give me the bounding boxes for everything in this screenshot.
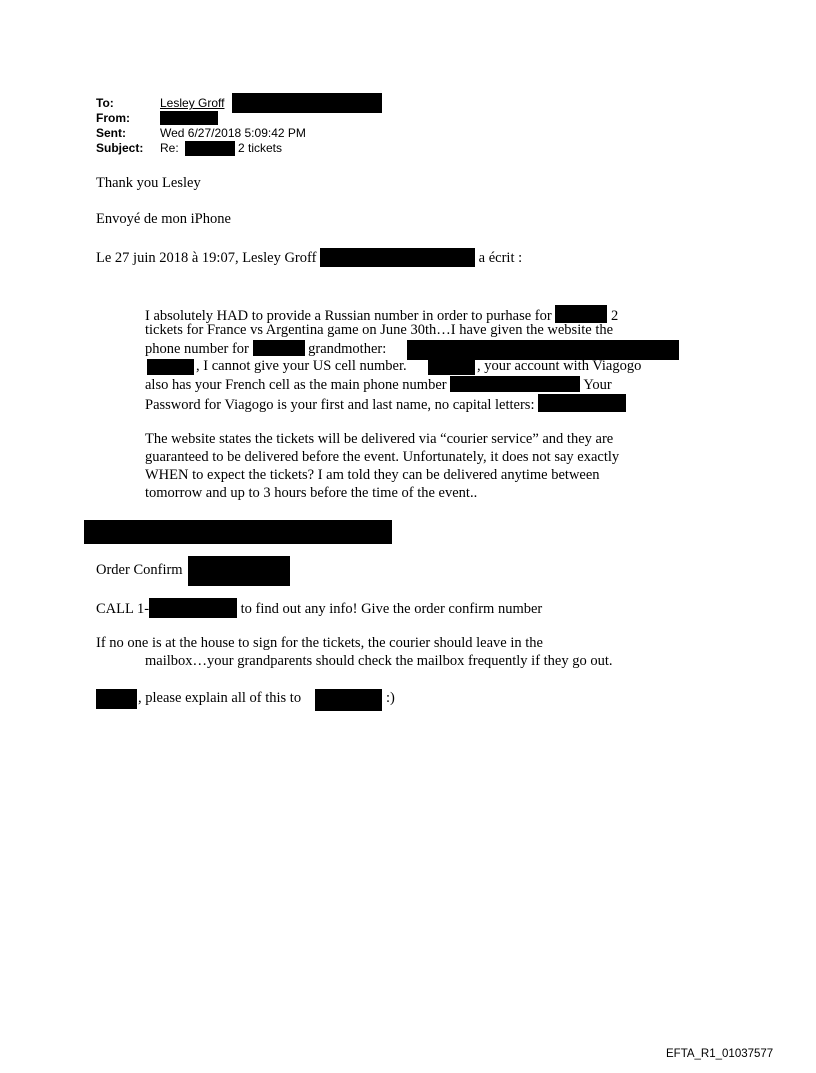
subject-label: Subject: bbox=[96, 141, 144, 155]
order-confirm-line: Order Confirm bbox=[96, 562, 183, 578]
document-id: EFTA_R1_01037577 bbox=[666, 1048, 774, 1060]
mailbox-line: If no one is at the house to sign for the tickets, the courier should leave in the bbox=[96, 635, 543, 651]
to-label: To: bbox=[96, 96, 114, 110]
from-label: From: bbox=[96, 111, 130, 125]
redaction-block bbox=[96, 689, 137, 709]
redaction-block bbox=[407, 340, 679, 360]
redaction-block bbox=[320, 248, 475, 267]
quote-text: Your bbox=[583, 377, 612, 393]
quote-line: tomorrow and up to 3 hours before the time of the event.. bbox=[145, 485, 478, 501]
redaction-block bbox=[253, 340, 305, 356]
quote-line: , your account with Viagogo bbox=[477, 358, 642, 374]
quote-text: also has your French cell as the main phone number bbox=[145, 377, 447, 393]
quote-line: The website states the tickets will be delivered via “courier service” and they are bbox=[145, 431, 614, 447]
redaction-block bbox=[185, 141, 235, 156]
quote-line bbox=[145, 340, 386, 357]
quote-text: phone number for bbox=[145, 341, 249, 357]
sent-value: Wed 6/27/2018 5:09:42 PM bbox=[160, 126, 306, 140]
redaction-block bbox=[84, 520, 392, 544]
call-line bbox=[96, 598, 542, 618]
quote-line: , I cannot give your US cell number. bbox=[196, 358, 407, 374]
mailbox-line: mailbox…your grandparents should check the mailbox frequently if they go out. bbox=[145, 653, 613, 669]
quote-text: 2 bbox=[610, 308, 619, 324]
call-text: to find out any info! Give the order confirm number bbox=[240, 601, 543, 617]
redaction-block bbox=[188, 556, 290, 586]
quote-line: guaranteed to be delivered before the event. Unfortunately, it does not say exactly bbox=[145, 449, 620, 465]
quote-line bbox=[145, 376, 612, 393]
signature-line: Envoyé de mon iPhone bbox=[96, 211, 231, 227]
call-text: CALL 1- bbox=[96, 601, 150, 617]
quote-line: WHEN to expect the tickets? I am told they can be delivered anytime between bbox=[145, 467, 600, 483]
redaction-block bbox=[232, 93, 382, 113]
redaction-block bbox=[538, 394, 626, 412]
redaction-block bbox=[428, 359, 475, 375]
to-value: Lesley Groff bbox=[160, 96, 225, 110]
quote-text: Password for Viagogo is your first and last name, no capital letters: bbox=[145, 397, 535, 413]
quote-line bbox=[145, 394, 626, 413]
redaction-block bbox=[555, 305, 607, 323]
sent-label: Sent: bbox=[96, 126, 126, 140]
subject-prefix: Re: bbox=[160, 141, 179, 155]
redaction-block bbox=[315, 689, 382, 711]
redaction-block bbox=[149, 598, 237, 618]
redaction-block bbox=[450, 376, 580, 392]
quote-line: tickets for France vs Argentina game on June 30th…I have given the website the bbox=[145, 322, 614, 338]
explain-tail: :) bbox=[386, 690, 395, 706]
quote-intro bbox=[96, 248, 522, 267]
subject-suffix: 2 tickets bbox=[238, 141, 283, 155]
quote-text: I absolutely HAD to provide a Russian number in order to purhase for bbox=[145, 308, 552, 324]
quote-intro-tail: a écrit : bbox=[478, 250, 523, 266]
redaction-block bbox=[160, 111, 218, 125]
redaction-block bbox=[147, 359, 194, 375]
quote-text: grandmother: bbox=[308, 341, 387, 357]
explain-line: , please explain all of this to bbox=[138, 690, 302, 706]
quote-intro-text: Le 27 juin 2018 à 19:07, Lesley Groff bbox=[96, 250, 317, 266]
thanks-line: Thank you Lesley bbox=[96, 175, 201, 191]
